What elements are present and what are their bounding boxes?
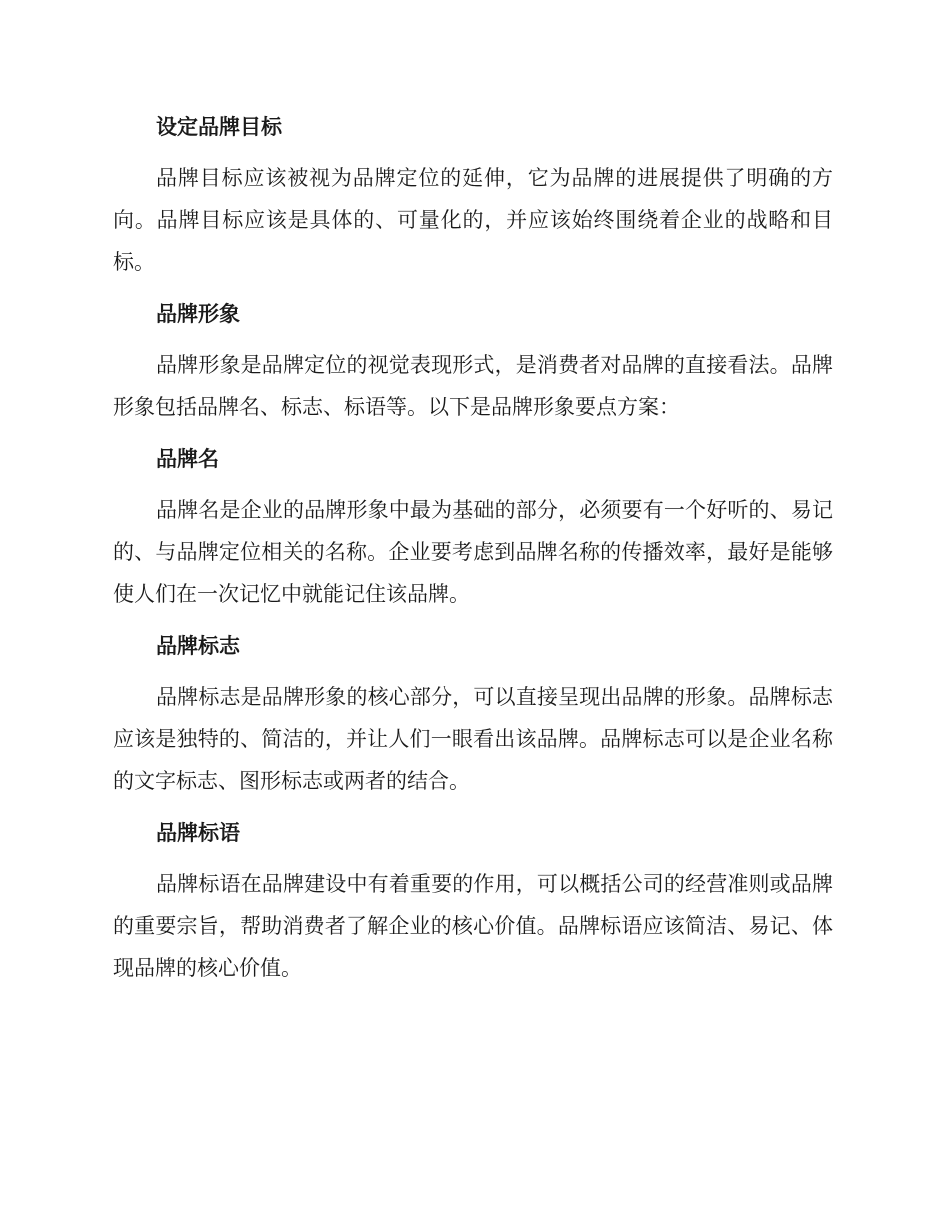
section-brand-goals (113, 108, 833, 283)
section-heading: 品牌名 (156, 447, 219, 471)
section-paragraph: 品牌形象是品牌定位的视觉表现形式，是消费者对品牌的直接看法。品牌形象包括品牌名、标志、标语等。以下是品牌形象要点方案： (113, 353, 833, 419)
section-heading: 品牌形象 (156, 302, 240, 326)
section-heading: 设定品牌目标 (156, 115, 282, 139)
section-heading: 品牌标志 (156, 634, 240, 658)
section-paragraph: 品牌标语在品牌建设中有着重要的作用，可以概括公司的经营准则或品牌的重要宗旨，帮助消费者了解企业的核心价值。品牌标语应该简洁、易记、体现品牌的核心价值。 (113, 872, 833, 980)
section-heading: 品牌标语 (156, 821, 240, 845)
document-body (113, 108, 833, 1001)
section-paragraph: 品牌名是企业的品牌形象中最为基础的部分，必须要有一个好听的、易记的、与品牌定位相关的名称。企业要考虑到品牌名称的传播效率，最好是能够使人们在一次记忆中就能记住该品牌。 (113, 498, 833, 606)
section-paragraph: 品牌标志是品牌形象的核心部分，可以直接呈现出品牌的形象。品牌标志应该是独特的、简洁的，并让人们一眼看出该品牌。品牌标志可以是企业名称的文字标志、图形标志或两者的结合。 (113, 685, 833, 793)
section-brand-slogan (113, 814, 833, 989)
section-paragraph: 品牌目标应该被视为品牌定位的延伸，它为品牌的进展提供了明确的方向。品牌目标应该是具体的、可量化的，并应该始终围绕着企业的战略和目标。 (113, 166, 833, 274)
section-brand-image (113, 295, 833, 428)
section-brand-name (113, 440, 833, 615)
section-brand-logo (113, 627, 833, 802)
